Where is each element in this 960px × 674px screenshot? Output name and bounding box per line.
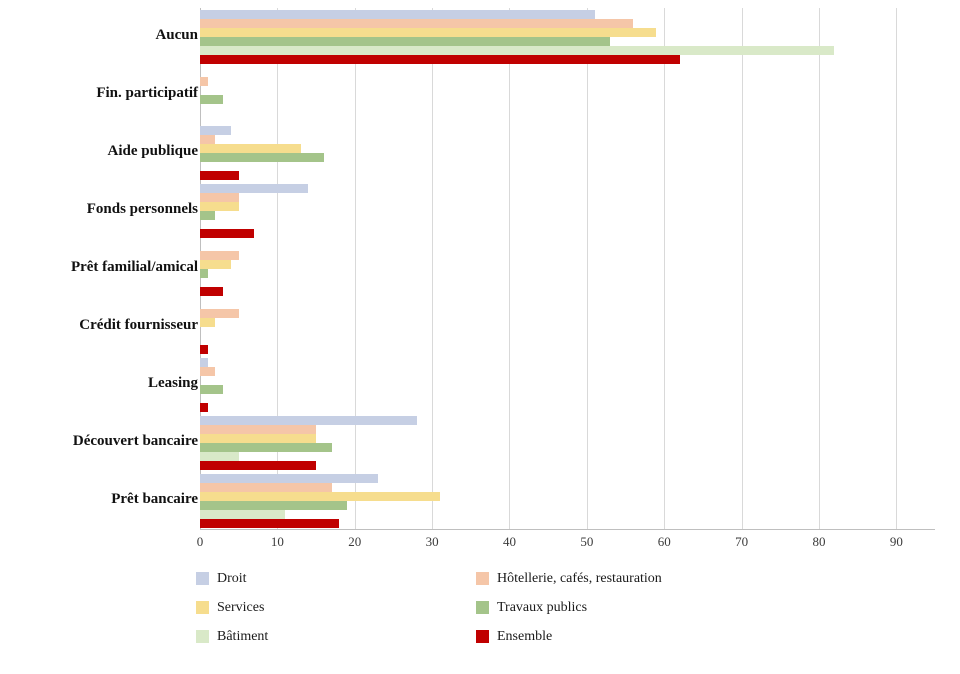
bar [200, 474, 378, 483]
category-label: Leasing [147, 375, 198, 391]
legend-item[interactable] [196, 571, 476, 587]
bar [200, 501, 347, 510]
bar [200, 483, 332, 492]
x-axis-line [200, 529, 935, 530]
bar [200, 55, 680, 64]
bar [200, 461, 316, 470]
legend-swatch-icon [196, 630, 209, 643]
chart-legend [196, 564, 756, 651]
x-tick-label: 50 [580, 534, 594, 549]
bar [200, 171, 239, 180]
x-tick-label: 90 [889, 534, 903, 549]
legend-label: Droit [217, 570, 247, 586]
x-tick-label: 0 [196, 534, 204, 549]
bar [200, 385, 223, 394]
bar-group [200, 474, 935, 528]
bar [200, 443, 332, 452]
bar [200, 251, 239, 260]
bar [200, 77, 208, 86]
category-label: Fin. participatif [96, 85, 198, 101]
legend-label: Services [217, 599, 265, 615]
legend-swatch-icon [476, 630, 489, 643]
legend-label: Bâtiment [217, 628, 269, 644]
bar-group [200, 300, 935, 354]
bar [200, 211, 215, 220]
bar [200, 345, 208, 354]
x-tick-label: 30 [425, 534, 439, 549]
bar [200, 287, 223, 296]
category-label: Fonds personnels [86, 201, 198, 217]
bar [200, 416, 417, 425]
bar [200, 367, 215, 376]
bar-group [200, 242, 935, 296]
bar [200, 46, 834, 55]
bar [200, 10, 595, 19]
bar-group [200, 184, 935, 238]
legend-item[interactable] [476, 629, 756, 645]
legend-swatch-icon [476, 572, 489, 585]
bar [200, 28, 656, 37]
bar [200, 184, 308, 193]
bar [200, 519, 339, 528]
x-tick-label: 60 [657, 534, 671, 549]
legend-swatch-icon [196, 572, 209, 585]
bar [200, 19, 633, 28]
legend-item[interactable] [476, 571, 756, 587]
bar [200, 229, 254, 238]
bar [200, 144, 301, 153]
bar [200, 126, 231, 135]
category-label: Crédit fournisseur [79, 317, 198, 333]
x-tick-label: 70 [735, 534, 749, 549]
legend-item[interactable] [476, 600, 756, 616]
bar [200, 260, 231, 269]
bar [200, 492, 440, 501]
legend-swatch-icon [196, 601, 209, 614]
bar-group [200, 68, 935, 122]
legend-label: Ensemble [497, 628, 553, 644]
bar [200, 510, 285, 519]
bar [200, 37, 610, 46]
bar-group [200, 358, 935, 412]
bar-group [200, 416, 935, 470]
bar-group [200, 10, 935, 64]
bar [200, 95, 223, 104]
plot-area [200, 8, 935, 530]
bar [200, 269, 208, 278]
category-label: Découvert bancaire [72, 433, 198, 449]
category-label: Prêt familial/amical [70, 259, 198, 275]
x-tick-label: 10 [270, 534, 284, 549]
legend-item[interactable] [196, 600, 476, 616]
bar [200, 318, 215, 327]
bar [200, 202, 239, 211]
bar [200, 425, 316, 434]
bar [200, 309, 239, 318]
bar [200, 193, 239, 202]
x-tick-label: 40 [502, 534, 516, 549]
bar [200, 135, 215, 144]
x-tick-label: 80 [812, 534, 826, 549]
legend-swatch-icon [476, 601, 489, 614]
category-label: Prêt bancaire [111, 491, 198, 507]
legend-label: Travaux publics [497, 599, 588, 615]
category-label: Aucun [155, 27, 198, 43]
bar [200, 153, 324, 162]
bar [200, 358, 208, 367]
legend-item[interactable] [196, 629, 476, 645]
bar [200, 434, 316, 443]
bar [200, 452, 239, 461]
bar-group [200, 126, 935, 180]
category-label: Aide publique [107, 143, 198, 159]
bar [200, 403, 208, 412]
x-tick-label: 20 [348, 534, 362, 549]
legend-label: Hôtellerie, cafés, restauration [497, 570, 662, 586]
